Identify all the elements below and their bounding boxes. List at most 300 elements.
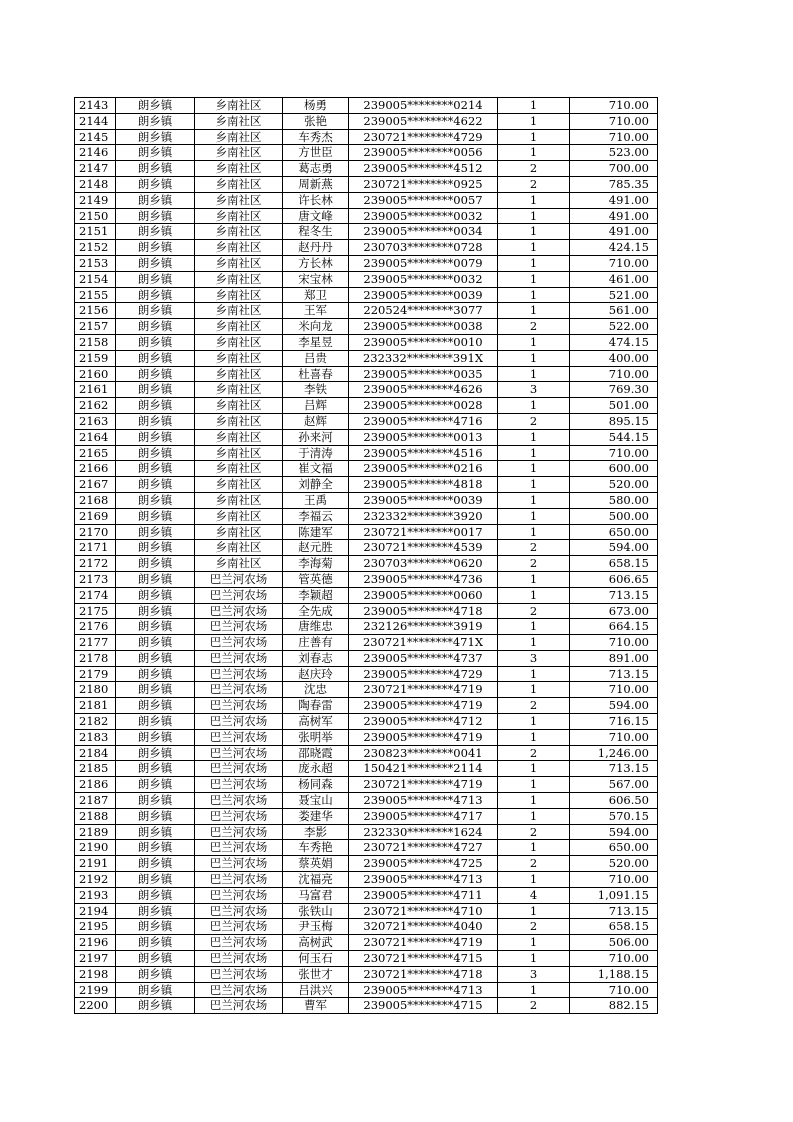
- town-cell: 朗乡镇: [116, 208, 195, 224]
- id-number-cell: 232126********3919: [349, 619, 498, 635]
- table-row: [75, 508, 658, 524]
- household-count-cell: 1: [498, 840, 570, 856]
- community-cell: 乡南社区: [195, 113, 283, 129]
- amount-cell: 606.50: [570, 793, 658, 809]
- table-row: [75, 777, 658, 793]
- name-cell: 杨勇: [283, 98, 349, 114]
- household-count-cell: 2: [498, 413, 570, 429]
- amount-cell: 600.00: [570, 461, 658, 477]
- town-cell: 朗乡镇: [116, 698, 195, 714]
- name-cell: 方世臣: [283, 145, 349, 161]
- household-count-cell: 2: [498, 556, 570, 572]
- amount-cell: 1,188.15: [570, 966, 658, 982]
- row-number: 2188: [75, 808, 116, 824]
- table-row: [75, 619, 658, 635]
- town-cell: 朗乡镇: [116, 145, 195, 161]
- id-number-cell: 239005********0035: [349, 366, 498, 382]
- id-number-cell: 239005********4736: [349, 571, 498, 587]
- amount-cell: 713.15: [570, 903, 658, 919]
- town-cell: 朗乡镇: [116, 919, 195, 935]
- name-cell: 李颖超: [283, 587, 349, 603]
- row-number: 2182: [75, 714, 116, 730]
- town-cell: 朗乡镇: [116, 224, 195, 240]
- household-count-cell: 1: [498, 129, 570, 145]
- town-cell: 朗乡镇: [116, 271, 195, 287]
- town-cell: 朗乡镇: [116, 445, 195, 461]
- town-cell: 朗乡镇: [116, 303, 195, 319]
- town-cell: 朗乡镇: [116, 887, 195, 903]
- household-count-cell: 1: [498, 571, 570, 587]
- row-number: 2190: [75, 840, 116, 856]
- household-count-cell: 1: [498, 524, 570, 540]
- name-cell: 张艳: [283, 113, 349, 129]
- row-number: 2184: [75, 745, 116, 761]
- household-count-cell: 1: [498, 224, 570, 240]
- row-number: 2187: [75, 793, 116, 809]
- id-number-cell: 230721********4539: [349, 540, 498, 556]
- id-number-cell: 239005********4713: [349, 982, 498, 998]
- amount-cell: 491.00: [570, 224, 658, 240]
- id-number-cell: 230721********0017: [349, 524, 498, 540]
- name-cell: 方长林: [283, 255, 349, 271]
- name-cell: 马富君: [283, 887, 349, 903]
- amount-cell: 710.00: [570, 129, 658, 145]
- amount-cell: 606.65: [570, 571, 658, 587]
- id-number-cell: 239005********0032: [349, 208, 498, 224]
- table-row: [75, 935, 658, 951]
- table-row: [75, 666, 658, 682]
- name-cell: 程冬生: [283, 224, 349, 240]
- id-number-cell: 239005********4715: [349, 998, 498, 1014]
- town-cell: 朗乡镇: [116, 840, 195, 856]
- row-number: 2161: [75, 382, 116, 398]
- amount-cell: 710.00: [570, 255, 658, 271]
- town-cell: 朗乡镇: [116, 161, 195, 177]
- id-number-cell: 232330********1624: [349, 824, 498, 840]
- row-number: 2170: [75, 524, 116, 540]
- community-cell: 巴兰河农场: [195, 761, 283, 777]
- id-number-cell: 239005********4718: [349, 603, 498, 619]
- town-cell: 朗乡镇: [116, 129, 195, 145]
- table-row: [75, 413, 658, 429]
- name-cell: 郑卫: [283, 287, 349, 303]
- id-number-cell: 239005********0013: [349, 429, 498, 445]
- amount-cell: 769.30: [570, 382, 658, 398]
- row-number: 2176: [75, 619, 116, 635]
- name-cell: 宋宝林: [283, 271, 349, 287]
- household-count-cell: 1: [498, 145, 570, 161]
- community-cell: 巴兰河农场: [195, 793, 283, 809]
- name-cell: 吕洪兴: [283, 982, 349, 998]
- household-count-cell: 1: [498, 271, 570, 287]
- id-number-cell: 320721********4040: [349, 919, 498, 935]
- table-row: [75, 176, 658, 192]
- id-number-cell: 150421********2114: [349, 761, 498, 777]
- id-number-cell: 239005********4725: [349, 856, 498, 872]
- town-cell: 朗乡镇: [116, 461, 195, 477]
- id-number-cell: 220524********3077: [349, 303, 498, 319]
- table-row: [75, 492, 658, 508]
- table-row: [75, 271, 658, 287]
- community-cell: 乡南社区: [195, 287, 283, 303]
- amount-cell: 506.00: [570, 935, 658, 951]
- name-cell: 张铁山: [283, 903, 349, 919]
- community-cell: 乡南社区: [195, 255, 283, 271]
- name-cell: 刘静全: [283, 477, 349, 493]
- id-number-cell: 230721********471X: [349, 635, 498, 651]
- row-number: 2180: [75, 682, 116, 698]
- town-cell: 朗乡镇: [116, 714, 195, 730]
- household-count-cell: 1: [498, 192, 570, 208]
- table-row: [75, 761, 658, 777]
- community-cell: 巴兰河农场: [195, 729, 283, 745]
- household-count-cell: 1: [498, 303, 570, 319]
- name-cell: 沈忠: [283, 682, 349, 698]
- id-number-cell: 239005********4626: [349, 382, 498, 398]
- amount-cell: 658.15: [570, 919, 658, 935]
- household-count-cell: 1: [498, 903, 570, 919]
- name-cell: 尹玉梅: [283, 919, 349, 935]
- id-number-cell: 239005********0038: [349, 319, 498, 335]
- row-number: 2162: [75, 398, 116, 414]
- household-count-cell: 2: [498, 824, 570, 840]
- table-row: [75, 98, 658, 114]
- community-cell: 乡南社区: [195, 145, 283, 161]
- name-cell: 曹军: [283, 998, 349, 1014]
- household-count-cell: 2: [498, 856, 570, 872]
- name-cell: 车秀杰: [283, 129, 349, 145]
- table-row: [75, 334, 658, 350]
- table-row: [75, 793, 658, 809]
- id-number-cell: 230721********0925: [349, 176, 498, 192]
- id-number-cell: 239005********0010: [349, 334, 498, 350]
- table-row: [75, 603, 658, 619]
- id-number-cell: 239005********4712: [349, 714, 498, 730]
- town-cell: 朗乡镇: [116, 793, 195, 809]
- table-row: [75, 635, 658, 651]
- row-number: 2158: [75, 334, 116, 350]
- table-row: [75, 224, 658, 240]
- town-cell: 朗乡镇: [116, 903, 195, 919]
- town-cell: 朗乡镇: [116, 777, 195, 793]
- household-count-cell: 1: [498, 287, 570, 303]
- row-number: 2169: [75, 508, 116, 524]
- records-table-body: [75, 98, 658, 1014]
- community-cell: 乡南社区: [195, 366, 283, 382]
- town-cell: 朗乡镇: [116, 429, 195, 445]
- table-row: [75, 319, 658, 335]
- table-row: [75, 903, 658, 919]
- amount-cell: 710.00: [570, 98, 658, 114]
- household-count-cell: 2: [498, 603, 570, 619]
- town-cell: 朗乡镇: [116, 761, 195, 777]
- name-cell: 李福云: [283, 508, 349, 524]
- id-number-cell: 230721********4719: [349, 935, 498, 951]
- town-cell: 朗乡镇: [116, 729, 195, 745]
- household-count-cell: 2: [498, 540, 570, 556]
- amount-cell: 570.15: [570, 808, 658, 824]
- name-cell: 杨同森: [283, 777, 349, 793]
- community-cell: 巴兰河农场: [195, 982, 283, 998]
- id-number-cell: 230721********4729: [349, 129, 498, 145]
- table-row: [75, 208, 658, 224]
- town-cell: 朗乡镇: [116, 745, 195, 761]
- name-cell: 赵辉: [283, 413, 349, 429]
- household-count-cell: 1: [498, 334, 570, 350]
- amount-cell: 561.00: [570, 303, 658, 319]
- town-cell: 朗乡镇: [116, 951, 195, 967]
- town-cell: 朗乡镇: [116, 682, 195, 698]
- amount-cell: 594.00: [570, 698, 658, 714]
- community-cell: 巴兰河农场: [195, 903, 283, 919]
- id-number-cell: 239005********4729: [349, 666, 498, 682]
- id-number-cell: 239005********0028: [349, 398, 498, 414]
- household-count-cell: 2: [498, 698, 570, 714]
- household-count-cell: 1: [498, 951, 570, 967]
- table-row: [75, 856, 658, 872]
- row-number: 2166: [75, 461, 116, 477]
- row-number: 2155: [75, 287, 116, 303]
- records-table: [74, 97, 658, 1014]
- community-cell: 巴兰河农场: [195, 887, 283, 903]
- household-count-cell: 3: [498, 382, 570, 398]
- household-count-cell: 1: [498, 429, 570, 445]
- row-number: 2157: [75, 319, 116, 335]
- name-cell: 娄建华: [283, 808, 349, 824]
- community-cell: 乡南社区: [195, 461, 283, 477]
- table-row: [75, 714, 658, 730]
- community-cell: 巴兰河农场: [195, 635, 283, 651]
- town-cell: 朗乡镇: [116, 287, 195, 303]
- name-cell: 于清涛: [283, 445, 349, 461]
- amount-cell: 664.15: [570, 619, 658, 635]
- household-count-cell: 4: [498, 887, 570, 903]
- table-row: [75, 919, 658, 935]
- household-count-cell: 2: [498, 998, 570, 1014]
- row-number: 2172: [75, 556, 116, 572]
- community-cell: 巴兰河农场: [195, 919, 283, 935]
- id-number-cell: 239005********0039: [349, 492, 498, 508]
- town-cell: 朗乡镇: [116, 619, 195, 635]
- table-row: [75, 966, 658, 982]
- community-cell: 巴兰河农场: [195, 808, 283, 824]
- community-cell: 巴兰河农场: [195, 856, 283, 872]
- row-number: 2179: [75, 666, 116, 682]
- town-cell: 朗乡镇: [116, 571, 195, 587]
- household-count-cell: 1: [498, 714, 570, 730]
- household-count-cell: 1: [498, 366, 570, 382]
- id-number-cell: 239005********0056: [349, 145, 498, 161]
- community-cell: 乡南社区: [195, 492, 283, 508]
- amount-cell: 882.15: [570, 998, 658, 1014]
- table-row: [75, 192, 658, 208]
- town-cell: 朗乡镇: [116, 113, 195, 129]
- id-number-cell: 239005********4716: [349, 413, 498, 429]
- community-cell: 巴兰河农场: [195, 745, 283, 761]
- town-cell: 朗乡镇: [116, 556, 195, 572]
- id-number-cell: 239005********0216: [349, 461, 498, 477]
- community-cell: 乡南社区: [195, 413, 283, 429]
- town-cell: 朗乡镇: [116, 477, 195, 493]
- town-cell: 朗乡镇: [116, 319, 195, 335]
- community-cell: 巴兰河农场: [195, 666, 283, 682]
- table-row: [75, 303, 658, 319]
- table-row: [75, 240, 658, 256]
- name-cell: 管英德: [283, 571, 349, 587]
- amount-cell: 580.00: [570, 492, 658, 508]
- id-number-cell: 239005********4717: [349, 808, 498, 824]
- community-cell: 巴兰河农场: [195, 571, 283, 587]
- id-number-cell: 239005********4622: [349, 113, 498, 129]
- row-number: 2175: [75, 603, 116, 619]
- id-number-cell: 239005********0032: [349, 271, 498, 287]
- amount-cell: 594.00: [570, 540, 658, 556]
- household-count-cell: 2: [498, 319, 570, 335]
- name-cell: 高树军: [283, 714, 349, 730]
- table-row: [75, 382, 658, 398]
- table-row: [75, 840, 658, 856]
- household-count-cell: 1: [498, 208, 570, 224]
- community-cell: 乡南社区: [195, 540, 283, 556]
- amount-cell: 520.00: [570, 477, 658, 493]
- id-number-cell: 232332********391X: [349, 350, 498, 366]
- table-row: [75, 824, 658, 840]
- household-count-cell: 1: [498, 761, 570, 777]
- row-number: 2195: [75, 919, 116, 935]
- table-row: [75, 398, 658, 414]
- id-number-cell: 230721********4719: [349, 777, 498, 793]
- name-cell: 沈福亮: [283, 872, 349, 888]
- community-cell: 乡南社区: [195, 161, 283, 177]
- table-row: [75, 461, 658, 477]
- community-cell: 巴兰河农场: [195, 603, 283, 619]
- community-cell: 乡南社区: [195, 445, 283, 461]
- community-cell: 乡南社区: [195, 556, 283, 572]
- household-count-cell: 1: [498, 461, 570, 477]
- amount-cell: 523.00: [570, 145, 658, 161]
- amount-cell: 567.00: [570, 777, 658, 793]
- amount-cell: 700.00: [570, 161, 658, 177]
- household-count-cell: 1: [498, 777, 570, 793]
- id-number-cell: 239005********0079: [349, 255, 498, 271]
- amount-cell: 522.00: [570, 319, 658, 335]
- town-cell: 朗乡镇: [116, 650, 195, 666]
- row-number: 2146: [75, 145, 116, 161]
- id-number-cell: 239005********4512: [349, 161, 498, 177]
- row-number: 2147: [75, 161, 116, 177]
- row-number: 2156: [75, 303, 116, 319]
- name-cell: 赵元胜: [283, 540, 349, 556]
- row-number: 2164: [75, 429, 116, 445]
- table-row: [75, 445, 658, 461]
- household-count-cell: 1: [498, 350, 570, 366]
- name-cell: 邵晓霞: [283, 745, 349, 761]
- household-count-cell: 3: [498, 650, 570, 666]
- id-number-cell: 239005********0060: [349, 587, 498, 603]
- household-count-cell: 2: [498, 161, 570, 177]
- town-cell: 朗乡镇: [116, 966, 195, 982]
- name-cell: 葛志勇: [283, 161, 349, 177]
- amount-cell: 474.15: [570, 334, 658, 350]
- row-number: 2144: [75, 113, 116, 129]
- amount-cell: 424.15: [570, 240, 658, 256]
- amount-cell: 520.00: [570, 856, 658, 872]
- table-row: [75, 366, 658, 382]
- household-count-cell: 1: [498, 98, 570, 114]
- community-cell: 乡南社区: [195, 224, 283, 240]
- row-number: 2171: [75, 540, 116, 556]
- amount-cell: 491.00: [570, 208, 658, 224]
- row-number: 2154: [75, 271, 116, 287]
- household-count-cell: 1: [498, 477, 570, 493]
- row-number: 2196: [75, 935, 116, 951]
- amount-cell: 658.15: [570, 556, 658, 572]
- community-cell: 巴兰河农场: [195, 777, 283, 793]
- row-number: 2148: [75, 176, 116, 192]
- household-count-cell: 2: [498, 176, 570, 192]
- row-number: 2159: [75, 350, 116, 366]
- amount-cell: 713.15: [570, 761, 658, 777]
- row-number: 2186: [75, 777, 116, 793]
- name-cell: 李海菊: [283, 556, 349, 572]
- community-cell: 乡南社区: [195, 398, 283, 414]
- name-cell: 陈建军: [283, 524, 349, 540]
- table-row: [75, 287, 658, 303]
- amount-cell: 710.00: [570, 982, 658, 998]
- amount-cell: 400.00: [570, 350, 658, 366]
- id-number-cell: 239005********4818: [349, 477, 498, 493]
- town-cell: 朗乡镇: [116, 366, 195, 382]
- amount-cell: 500.00: [570, 508, 658, 524]
- household-count-cell: 1: [498, 872, 570, 888]
- name-cell: 唐维忠: [283, 619, 349, 635]
- id-number-cell: 239005********4713: [349, 793, 498, 809]
- name-cell: 许长林: [283, 192, 349, 208]
- table-row: [75, 129, 658, 145]
- row-number: 2193: [75, 887, 116, 903]
- community-cell: 乡南社区: [195, 350, 283, 366]
- amount-cell: 710.00: [570, 366, 658, 382]
- town-cell: 朗乡镇: [116, 98, 195, 114]
- table-row: [75, 161, 658, 177]
- table-row: [75, 745, 658, 761]
- town-cell: 朗乡镇: [116, 998, 195, 1014]
- id-number-cell: 230823********0041: [349, 745, 498, 761]
- table-row: [75, 982, 658, 998]
- household-count-cell: 2: [498, 919, 570, 935]
- table-row: [75, 145, 658, 161]
- row-number: 2173: [75, 571, 116, 587]
- community-cell: 巴兰河农场: [195, 650, 283, 666]
- row-number: 2197: [75, 951, 116, 967]
- household-count-cell: 1: [498, 793, 570, 809]
- name-cell: 何玉石: [283, 951, 349, 967]
- household-count-cell: 2: [498, 745, 570, 761]
- id-number-cell: 239005********0214: [349, 98, 498, 114]
- name-cell: 车秀艳: [283, 840, 349, 856]
- community-cell: 乡南社区: [195, 271, 283, 287]
- town-cell: 朗乡镇: [116, 508, 195, 524]
- row-number: 2177: [75, 635, 116, 651]
- name-cell: 王军: [283, 303, 349, 319]
- row-number: 2200: [75, 998, 116, 1014]
- id-number-cell: 230703********0620: [349, 556, 498, 572]
- table-row: [75, 255, 658, 271]
- name-cell: 孙来河: [283, 429, 349, 445]
- town-cell: 朗乡镇: [116, 603, 195, 619]
- household-count-cell: 1: [498, 729, 570, 745]
- amount-cell: 501.00: [570, 398, 658, 414]
